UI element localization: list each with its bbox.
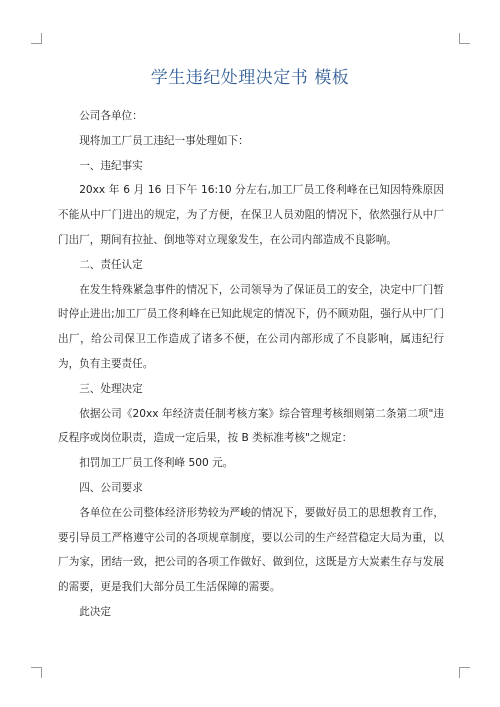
crop-mark-bottom-left	[31, 667, 42, 678]
body-paragraph: 各单位在公司整体经济形势较为严峻的情况下，要做好员工的思想教育工作，要引导员工严格遵守公司的各项规章制度，要以公司的生产经营稳定大局为重，以厂为家，团结一致，把公司的各项工作做好、做到位，这既是方大炭素生存与发展的需要，更是我们大部分员工生活保障的需要。	[58, 506, 444, 594]
body-paragraph: 在发生特殊紧急事件的情况下，公司领导为了保证员工的安全，决定中厂门暂时停止进出;加工厂员工佟利峰在已知此规定的情况下，仍不顾劝阻，强行从中厂门出厂，给公司保卫工作造成了诸多不便，在公司内部形成了不良影响，属违纪行为，负有主要责任。	[58, 283, 444, 370]
crop-mark-top-right	[459, 33, 470, 44]
document-title: 学生违纪处理决定书 模板	[150, 68, 350, 88]
intro-paragraph: 现将加工厂员工违纪一事处理如下：	[79, 134, 249, 147]
salutation: 公司各单位：	[79, 110, 143, 122]
body-paragraph: 20xx 年 6 月 16 日下午 16:10 分左右,加工厂员工佟利峰在已知因特殊原因不能从中厂门进出的规定，为了方便，在保卫人员劝阻的情况下，依然强行从中厂门出厂，期间有拉扯、倒地等对立现象发生，在公司内部造成不良影响。	[58, 184, 444, 246]
section-heading: 四、公司要求	[79, 481, 143, 494]
section-heading: 一、违纪事实	[79, 159, 143, 172]
body-paragraph: 依据公司《20xx 年经济责任制考核方案》综合管理考核细则第二条第二项"违反程序或岗位职责，造成一定后果，按 B 类标准考核"之规定：	[58, 407, 444, 445]
section-heading: 三、处理决定	[79, 382, 143, 395]
section-heading: 二、责任认定	[79, 258, 143, 271]
document-body	[58, 104, 444, 625]
crop-mark-top-left	[31, 33, 42, 44]
closing-line: 此决定	[79, 605, 111, 618]
body-paragraph: 扣罚加工厂员工佟利峰 500 元。	[79, 457, 234, 470]
crop-mark-bottom-right	[459, 667, 470, 678]
